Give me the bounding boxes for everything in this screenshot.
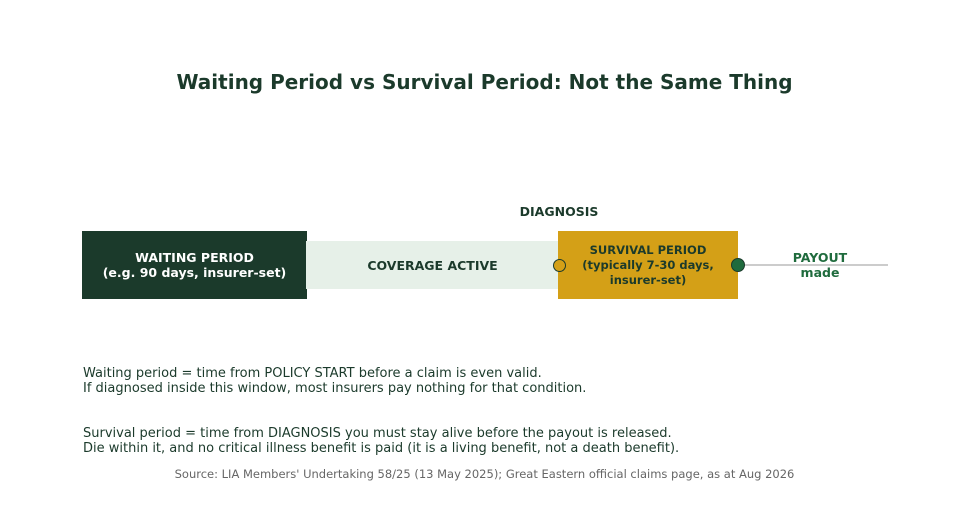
waiting-note-line2: If diagnosed inside this window, most insurers pay nothing for that condition. [83, 381, 587, 396]
survival-note-line1: Survival period = time from DIAGNOSIS you must stay alive before the payout is released. [83, 426, 672, 441]
survival-period-detail-2: insurer-set) [609, 272, 687, 287]
payout-label-line1: PAYOUT [792, 250, 848, 265]
waiting-period-bar [82, 231, 307, 299]
coverage-active-bar [306, 241, 559, 289]
survival-period-detail-1: (typically 7-30 days, [582, 257, 714, 272]
survival-period-note [83, 426, 679, 456]
waiting-period-detail: (e.g. 90 days, insurer-set) [102, 265, 287, 280]
payout-label [770, 250, 870, 280]
survival-note-line2: Die within it, and no critical illness benefit is paid (it is a living benefit, not a death benefit). [83, 441, 680, 456]
source-citation: Source: LIA Members' Undertaking 58/25 (13 May 2025); Great Eastern official claims page, as at Aug 2026 [174, 467, 795, 481]
waiting-period-label: WAITING PERIOD [135, 250, 254, 265]
diagnosis-marker [553, 259, 566, 272]
coverage-active-label: COVERAGE ACTIVE [367, 257, 498, 273]
survival-period-label: SURVIVAL PERIOD [589, 242, 707, 257]
survival-period-bar [558, 231, 738, 299]
payout-marker [731, 258, 745, 272]
payout-label-line2: made [800, 265, 840, 280]
waiting-period-note [83, 366, 586, 396]
waiting-note-line1: Waiting period = time from POLICY START before a claim is even valid. [83, 366, 542, 381]
diagnosis-label: DIAGNOSIS [519, 204, 599, 219]
diagram-title: Waiting Period vs Survival Period: Not the Same Thing [176, 70, 793, 94]
